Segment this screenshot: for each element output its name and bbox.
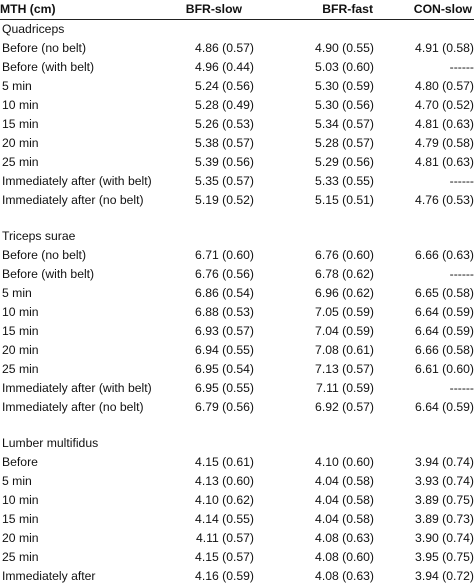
- table-row: [0, 548, 474, 567]
- row-label: Before (with belt): [2, 60, 95, 74]
- row-label: Immediately after (no belt): [2, 193, 144, 207]
- con-slow-value: 4.80 (0.57): [415, 79, 474, 93]
- con-slow-value: 6.66 (0.58): [415, 343, 474, 357]
- header-label-mth: MTH (cm): [0, 2, 56, 16]
- section-title-row: [0, 20, 474, 39]
- con-slow-value: 4.81 (0.63): [415, 155, 474, 169]
- bfr-slow-value: 4.14 (0.55): [195, 512, 254, 526]
- row-label: Before (no belt): [2, 41, 87, 55]
- bfr-fast-value: 7.08 (0.61): [315, 343, 374, 357]
- bfr-slow-value: 4.15 (0.57): [195, 550, 254, 564]
- row-label: 5 min: [2, 474, 32, 488]
- con-slow-value: 3.94 (0.72): [415, 569, 474, 583]
- table-row: [0, 246, 474, 265]
- table-row: [0, 491, 474, 510]
- header-label-bfr-fast: BFR-fast: [322, 2, 373, 16]
- row-label: Before: [2, 455, 38, 469]
- row-label: 15 min: [2, 117, 39, 131]
- bfr-slow-value: 4.16 (0.59): [195, 569, 254, 583]
- bfr-fast-value: 7.05 (0.59): [315, 305, 374, 319]
- bfr-fast-value: 5.30 (0.59): [315, 79, 374, 93]
- row-label: 10 min: [2, 305, 39, 319]
- table-body: [0, 20, 474, 586]
- bfr-slow-value: 4.15 (0.61): [195, 455, 254, 469]
- con-slow-value: 3.93 (0.74): [415, 474, 474, 488]
- bfr-slow-value: 4.96 (0.44): [195, 60, 254, 74]
- header-label-con-slow: CON-slow: [413, 2, 472, 16]
- bfr-slow-value: 4.11 (0.57): [195, 531, 254, 545]
- bfr-slow-value: 6.94 (0.55): [195, 343, 254, 357]
- con-slow-value: 4.79 (0.58): [415, 136, 474, 150]
- section-spacer: [0, 210, 474, 227]
- table-row: [0, 134, 474, 153]
- row-label: Immediately after (with belt): [2, 174, 152, 188]
- row-label: Immediately after: [2, 569, 96, 583]
- row-label: 25 min: [2, 550, 39, 564]
- con-slow-value: ------: [449, 381, 474, 395]
- bfr-fast-value: 5.15 (0.51): [315, 193, 374, 207]
- bfr-slow-value: 6.93 (0.57): [195, 324, 254, 338]
- con-slow-value: 4.70 (0.52): [415, 98, 474, 112]
- row-label: 25 min: [2, 362, 39, 376]
- table-row: [0, 284, 474, 303]
- bfr-fast-value: 4.04 (0.58): [315, 493, 374, 507]
- table-row: [0, 153, 474, 172]
- con-slow-value: 3.90 (0.74): [415, 531, 474, 545]
- bfr-fast-value: 5.29 (0.56): [315, 155, 374, 169]
- con-slow-value: 3.89 (0.75): [415, 493, 474, 507]
- bfr-slow-value: 6.95 (0.55): [195, 381, 254, 395]
- table-header-row: [0, 0, 474, 20]
- row-label: 5 min: [2, 79, 32, 93]
- table-row: [0, 453, 474, 472]
- table-row: [0, 510, 474, 529]
- con-slow-value: 6.66 (0.63): [415, 248, 474, 262]
- section-title-row: [0, 434, 474, 453]
- row-label: 20 min: [2, 343, 39, 357]
- table-row: [0, 77, 474, 96]
- table-row: [0, 322, 474, 341]
- bfr-slow-value: 5.26 (0.53): [195, 117, 254, 131]
- con-slow-value: 3.95 (0.75): [415, 550, 474, 564]
- con-slow-value: 4.81 (0.63): [415, 117, 474, 131]
- table-row: [0, 191, 474, 210]
- con-slow-value: ------: [449, 174, 474, 188]
- table-row: [0, 303, 474, 322]
- row-label: 20 min: [2, 136, 39, 150]
- table-row: [0, 567, 474, 586]
- row-label: Immediately after (with belt): [2, 381, 152, 395]
- bfr-fast-value: 4.90 (0.55): [315, 41, 374, 55]
- bfr-slow-value: 5.24 (0.56): [195, 79, 254, 93]
- bfr-fast-value: 6.96 (0.62): [315, 286, 374, 300]
- bfr-slow-value: 4.10 (0.62): [195, 493, 254, 507]
- section-title: Quadriceps: [2, 22, 65, 36]
- bfr-fast-value: 6.92 (0.57): [315, 400, 374, 414]
- con-slow-value: ------: [449, 60, 474, 74]
- bfr-slow-value: 5.38 (0.57): [195, 136, 254, 150]
- con-slow-value: 3.94 (0.74): [415, 455, 474, 469]
- table-row: [0, 39, 474, 58]
- bfr-fast-value: 7.04 (0.59): [315, 324, 374, 338]
- bfr-slow-value: 5.35 (0.57): [195, 174, 254, 188]
- row-label: 15 min: [2, 512, 39, 526]
- table-row: [0, 115, 474, 134]
- bfr-slow-value: 5.39 (0.56): [195, 155, 254, 169]
- table-row: [0, 360, 474, 379]
- bfr-fast-value: 4.08 (0.60): [315, 550, 374, 564]
- bfr-slow-value: 5.19 (0.52): [195, 193, 254, 207]
- table-row: [0, 96, 474, 115]
- con-slow-value: ------: [449, 267, 474, 281]
- table-row: [0, 529, 474, 548]
- bfr-fast-value: 7.13 (0.57): [315, 362, 374, 376]
- table-row: [0, 398, 474, 417]
- row-label: 10 min: [2, 493, 39, 507]
- bfr-slow-value: 6.88 (0.53): [195, 305, 254, 319]
- bfr-slow-value: 4.86 (0.57): [195, 41, 254, 55]
- bfr-slow-value: 4.13 (0.60): [195, 474, 254, 488]
- section-spacer: [0, 417, 474, 434]
- bfr-fast-value: 4.10 (0.60): [315, 455, 374, 469]
- table-row: [0, 58, 474, 77]
- row-label: 25 min: [2, 155, 39, 169]
- bfr-fast-value: 7.11 (0.59): [315, 381, 374, 395]
- section-title: Triceps surae: [2, 229, 76, 243]
- bfr-slow-value: 6.71 (0.60): [195, 248, 254, 262]
- con-slow-value: 6.64 (0.59): [415, 324, 474, 338]
- con-slow-value: 4.76 (0.53): [415, 193, 474, 207]
- bfr-fast-value: 4.08 (0.63): [315, 531, 374, 545]
- row-label: Before (with belt): [2, 267, 95, 281]
- con-slow-value: 6.65 (0.58): [415, 286, 474, 300]
- bfr-fast-value: 6.76 (0.60): [315, 248, 374, 262]
- bfr-slow-value: 6.76 (0.56): [195, 267, 254, 281]
- row-label: 20 min: [2, 531, 39, 545]
- bfr-slow-value: 5.28 (0.49): [195, 98, 254, 112]
- row-label: Before (no belt): [2, 248, 87, 262]
- table-row: [0, 379, 474, 398]
- row-label: 15 min: [2, 324, 39, 338]
- bfr-fast-value: 4.04 (0.58): [315, 512, 374, 526]
- row-label: 5 min: [2, 286, 32, 300]
- header-label-bfr-slow: BFR-slow: [185, 2, 242, 16]
- bfr-fast-value: 5.33 (0.55): [315, 174, 374, 188]
- table-row: [0, 265, 474, 284]
- section-title: Lumber multifidus: [2, 436, 99, 450]
- bfr-slow-value: 6.95 (0.54): [195, 362, 254, 376]
- bfr-fast-value: 5.28 (0.57): [315, 136, 374, 150]
- bfr-fast-value: 5.03 (0.60): [315, 60, 374, 74]
- section-title-row: [0, 227, 474, 246]
- con-slow-value: 6.64 (0.59): [415, 305, 474, 319]
- table-row: [0, 341, 474, 360]
- con-slow-value: 6.64 (0.59): [415, 400, 474, 414]
- bfr-fast-value: 4.04 (0.58): [315, 474, 374, 488]
- con-slow-value: 6.61 (0.60): [415, 362, 474, 376]
- bfr-fast-value: 5.34 (0.57): [315, 117, 374, 131]
- con-slow-value: 4.91 (0.58): [415, 41, 474, 55]
- table-row: [0, 472, 474, 491]
- bfr-fast-value: 4.08 (0.63): [315, 569, 374, 583]
- row-label: Immediately after (no belt): [2, 400, 144, 414]
- bfr-slow-value: 6.86 (0.54): [195, 286, 254, 300]
- con-slow-value: 3.89 (0.73): [415, 512, 474, 526]
- row-label: 10 min: [2, 98, 39, 112]
- bfr-fast-value: 6.78 (0.62): [315, 267, 374, 281]
- bfr-slow-value: 6.79 (0.56): [195, 400, 254, 414]
- bfr-fast-value: 5.30 (0.56): [315, 98, 374, 112]
- table-row: [0, 172, 474, 191]
